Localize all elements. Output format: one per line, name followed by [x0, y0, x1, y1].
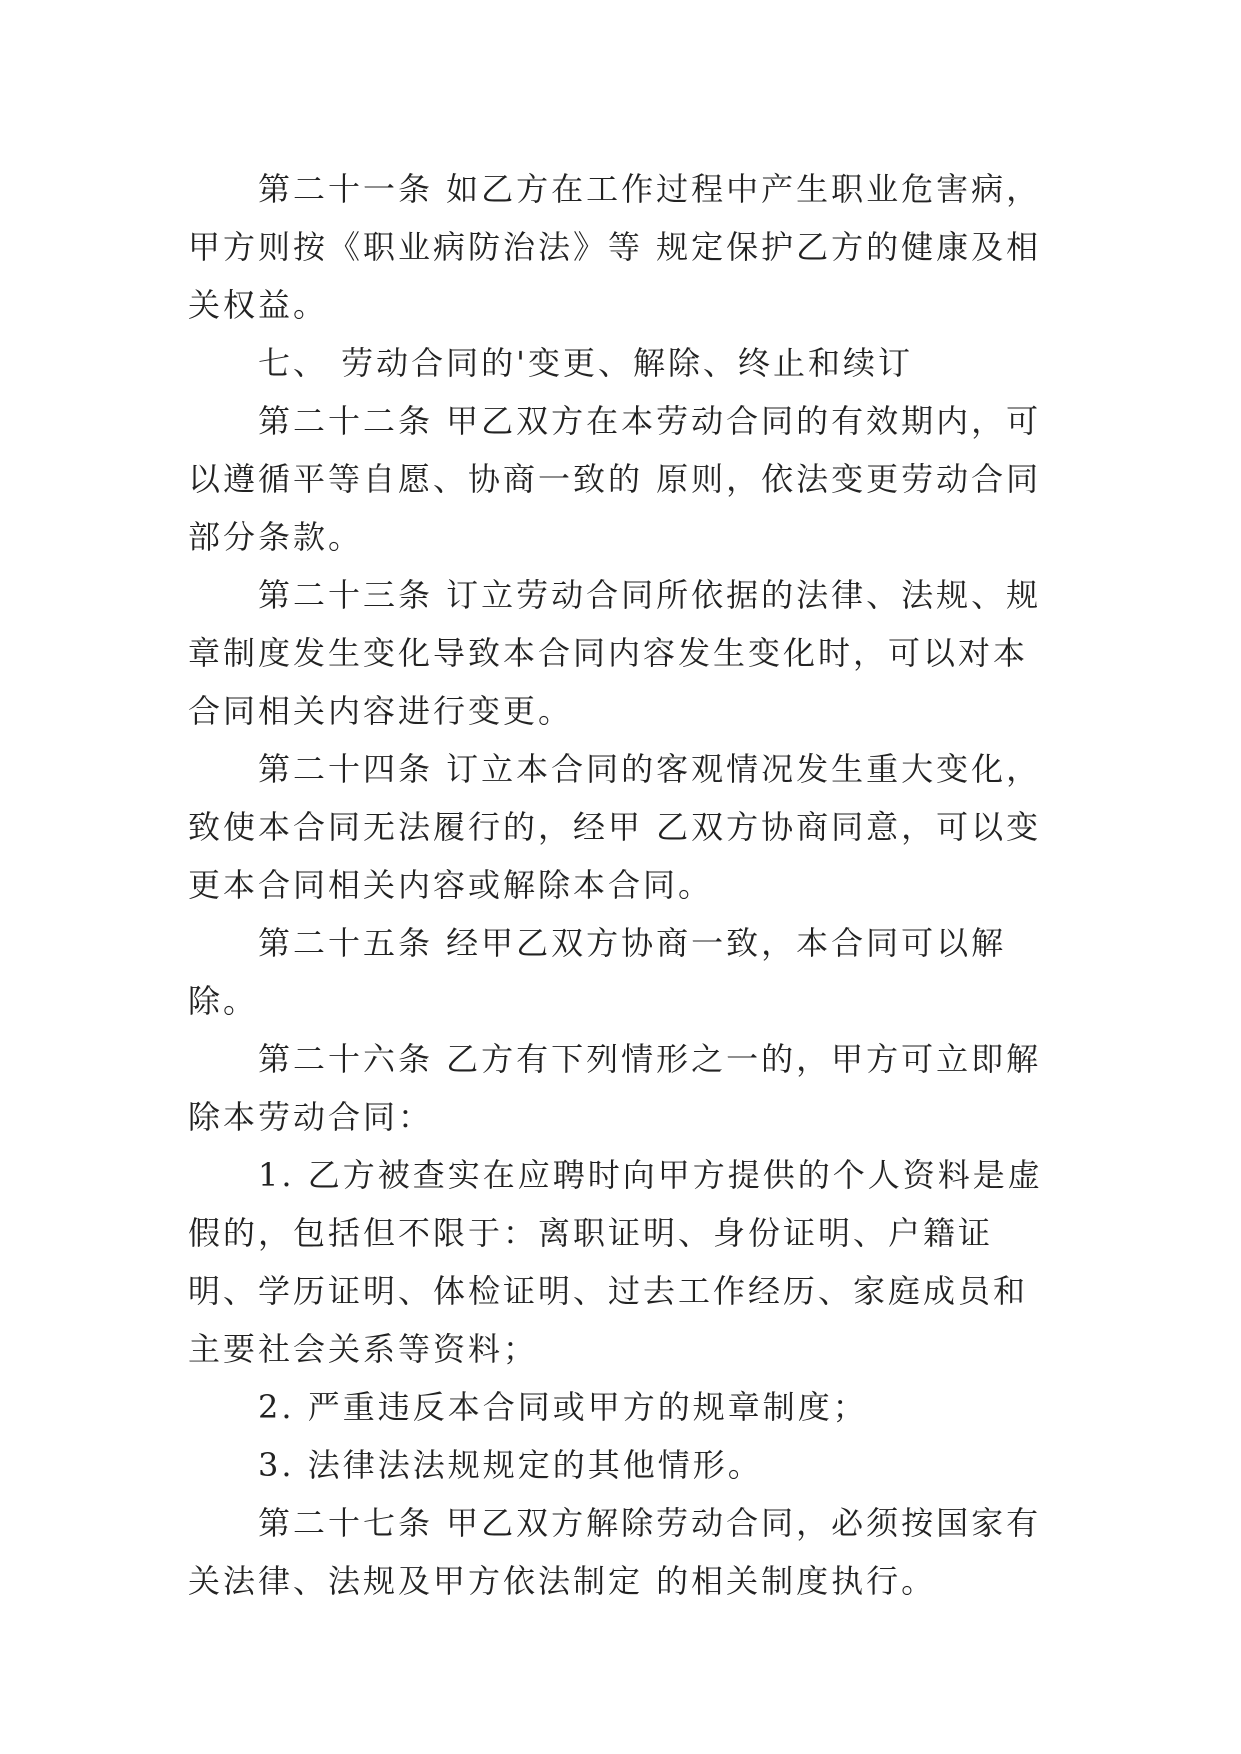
document-body — [188, 160, 1048, 1610]
article-23: 第二十三条 订立劳动合同所依据的法律、法规、规章制度发生变化导致本合同内容发生变化时，可以对本合同相关内容进行变更。 — [188, 576, 1042, 730]
article-25: 第二十五条 经甲乙双方协商一致，本合同可以解除。 — [188, 924, 1007, 1020]
section-7-heading: 七、 劳动合同的'变更、解除、终止和续订 — [258, 344, 913, 382]
article-21: 第二十一条 如乙方在工作过程中产生职业危害病，甲方则按《职业病防治法》等 规定保护乙方的健康及相关权益。 — [188, 170, 1042, 324]
article-26-item-3: 3. 法律法法规规定的其他情形。 — [258, 1446, 763, 1484]
article-26-item-2: 2. 严重违反本合同或甲方的规章制度； — [258, 1388, 868, 1426]
article-22: 第二十二条 甲乙双方在本劳动合同的有效期内，可以遵循平等自愿、协商一致的 原则，依法变更劳动合同部分条款。 — [188, 402, 1042, 556]
article-24: 第二十四条 订立本合同的客观情况发生重大变化，致使本合同无法履行的，经甲 乙双方协商同意，可以变更本合同相关内容或解除本合同。 — [188, 750, 1042, 904]
article-26-item-1: 1. 乙方被查实在应聘时向甲方提供的个人资料是虚假的，包括但不限于：离职证明、身份证明、户籍证明、学历证明、体检证明、过去工作经历、家庭成员和主要社会关系等资料； — [188, 1156, 1043, 1368]
article-27: 第二十七条 甲乙双方解除劳动合同，必须按国家有关法律、法规及甲方依法制定 的相关制度执行。 — [188, 1504, 1042, 1600]
article-26: 第二十六条 乙方有下列情形之一的，甲方可立即解除本劳动合同： — [188, 1040, 1042, 1136]
